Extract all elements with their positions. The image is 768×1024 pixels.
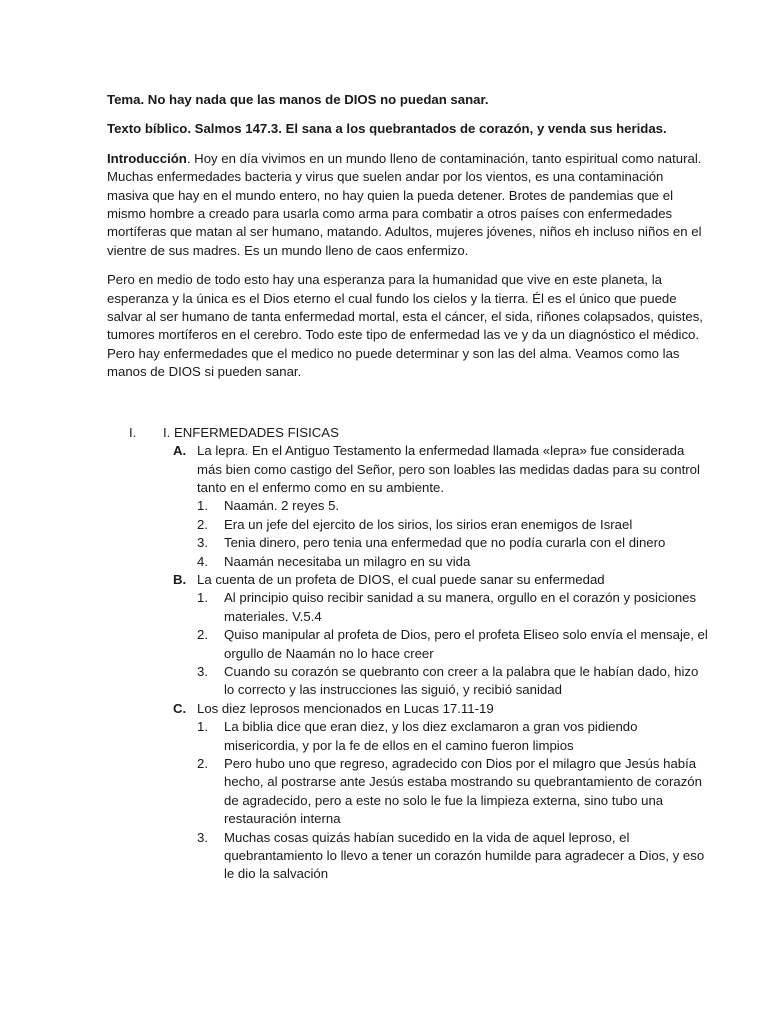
list-item (107, 829, 708, 884)
list-item (107, 626, 708, 663)
item-text: Era un jefe del ejercito de los sirios, los sirios eran enemigos de Israel (224, 516, 633, 532)
item-number: 3. (197, 829, 208, 845)
item-number: 2. (197, 516, 208, 532)
introduction-text: . Hoy en día vivimos en un mundo lleno de contaminación, tanto espiritual como natural. Muchas enfermedades bacteria y virus que suelen andar por los vientos, es una contaminación masiva que hay en el mundo entero, no hay quien la pueda detener. Brotes de pandemias que el mismo hombre a creado para usarla como arma para combatir a otros países con enfermedades mortíferas que matan al ser humano, matando. Adultos, mujeres jóvenes, niños eh incluso niños en el vientre de sus madres. Es un mundo lleno de caos enfermizo. (107, 150, 702, 258)
item-number: 3. (197, 663, 208, 679)
item-text: Pero hubo uno que regreso, agradecido con Dios por el milagro que Jesús había hecho, al postrarse ante Jesús estaba mostrando su quebrantamiento de corazón de agradecido, pero a este no solo le fue la limpieza externa, sino tubo una restauración interna (224, 756, 702, 827)
list-item (107, 534, 708, 552)
document-title: Tema. No hay nada que las manos de DIOS no puedan sanar. (107, 92, 489, 107)
list-item (107, 663, 708, 700)
item-number: 4. (197, 553, 208, 569)
list-item (107, 718, 708, 755)
item-text: Muchas cosas quizás habían sucedido en la vida de aquel leproso, el quebrantamiento lo llevo a tener un corazón humilde para agradecer a Dios, y eso le dio la salvación (224, 829, 705, 882)
outline-point-c (107, 700, 708, 718)
list-item (107, 755, 708, 829)
item-text: Quiso manipular al profeta de Dios, pero el profeta Eliseo solo envía el mensaje, el orgullo de Naamán no lo hace creer (224, 627, 708, 661)
introduction-label: Introducción (107, 150, 187, 166)
hope-paragraph: Pero en medio de todo esto hay una esperanza para la humanidad que vive en este planeta, la esperanza y la única es el Dios eterno el cual fundo los cielos y la tierra. Él es el único que puede salvar al ser humano de tanta enfermedad mortal, esta el cáncer, el sida, riñones colapsados, quistes, tumores mortíferos en el cerebro. Todo este tipo de enfermedad las ve y da un diagnóstico el médico. Pero hay enfermedades que el medico no puede determinar y son las del alma. Veamos como las manos de DIOS si pueden sanar. (107, 272, 703, 380)
section-number: I. (129, 424, 137, 440)
list-item (107, 497, 708, 515)
point-number: C. (173, 700, 187, 716)
point-text: La cuenta de un profeta de DIOS, el cual puede sanar su enfermedad (197, 571, 605, 587)
point-number: B. (173, 571, 187, 587)
list-item (107, 553, 708, 571)
point-number: A. (173, 443, 187, 459)
item-number: 1. (197, 590, 208, 606)
item-text: Al principio quiso recibir sanidad a su manera, orgullo en el corazón y posiciones materiales. V.5.4 (224, 590, 697, 624)
item-text: Naamán necesitaba un milagro en su vida (224, 553, 471, 569)
item-number: 1. (197, 719, 208, 735)
item-text: Tenia dinero, pero tenia una enfermedad que no podía curarla con el dinero (224, 535, 666, 551)
item-number: 3. (197, 535, 208, 551)
outline-point-a (107, 442, 708, 497)
item-text: Cuando su corazón se quebranto con creer a la palabra que le habían dado, hizo lo correcto y las instrucciones las siguió, y recibió sanidad (224, 663, 699, 698)
item-text: La biblia dice que eran diez, y los diez exclamaron a gran vos pidiendo misericordia, y por la fe de ellos en el camino fueron limpios (224, 719, 638, 753)
sermon-outline (107, 424, 708, 884)
list-item (107, 516, 708, 534)
point-text: La lepra. En el Antiguo Testamento la enfermedad llamada «lepra» fue considerada más bien como castigo del Señor, pero son loables las medidas dadas para su control tanto en el enfermo como en su ambiente. (197, 443, 700, 495)
item-text: Naamán. 2 reyes 5. (224, 498, 340, 514)
section-title: I. ENFERMEDADES FISICAS (163, 424, 339, 440)
item-number: 2. (197, 627, 208, 643)
bible-verse: Texto bíblico. Salmos 147.3. El sana a los quebrantados de corazón, y venda sus heridas. (107, 121, 667, 137)
outline-section (107, 424, 708, 442)
item-number: 2. (197, 756, 208, 771)
list-item (107, 589, 708, 626)
item-number: 1. (197, 498, 208, 514)
introduction-paragraph (107, 150, 708, 260)
outline-point-b (107, 571, 708, 589)
point-text: Los diez leprosos mencionados en Lucas 17.11-19 (197, 700, 494, 716)
